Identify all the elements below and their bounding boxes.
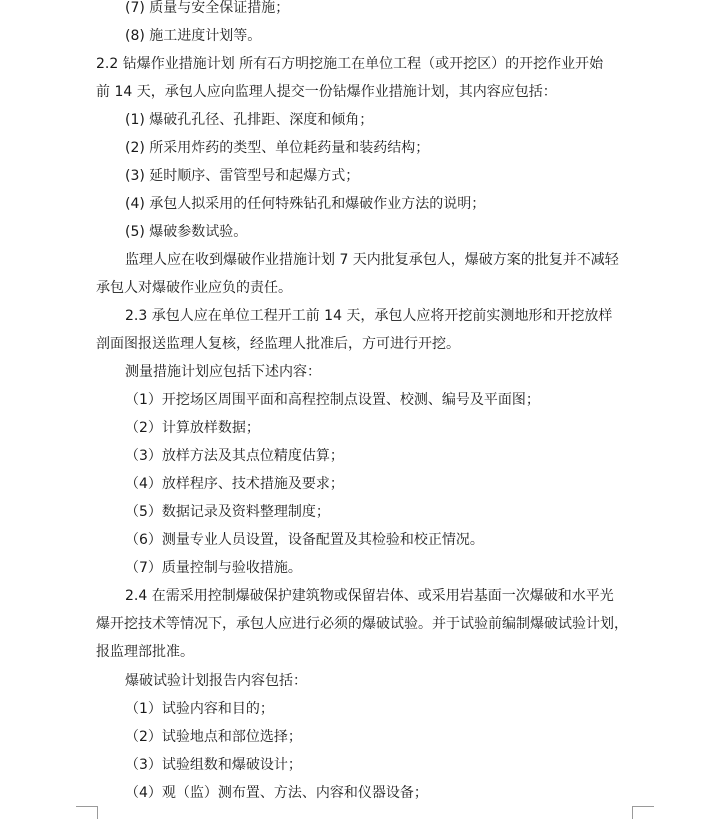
text-line-23: 爆开挖技术等情况下，承包人应进行必须的爆破试验。并于试验前编制爆破试验计划， — [96, 616, 628, 632]
text-line-6: (2) 所采用炸药的类型、单位耗药量和装药结构； — [125, 140, 430, 156]
text-line-22: 2.4 在需采用控制爆破保护建筑物或保留岩体、或采用岩基面一次爆破和水平光 — [125, 588, 614, 604]
text-line-27: （2）试验地点和部位选择； — [125, 729, 302, 745]
text-line-18: （4）放样程序、技术措施及要求； — [125, 476, 344, 492]
text-line-8: (4) 承包人拟采用的任何特殊钻孔和爆破作业方法的说明； — [125, 196, 486, 212]
text-line-10: 监理人应在收到爆破作业措施计划 7 天内批复承包人，爆破方案的批复并不减轻 — [125, 252, 619, 268]
text-line-28: （3）试验组数和爆破设计； — [125, 757, 302, 773]
text-line-20: （6）测量专业人员设置，设备配置及其检验和校正情况。 — [125, 532, 484, 548]
text-line-16: （2）计算放样数据； — [125, 420, 260, 436]
text-line-19: （5）数据记录及资料整理制度； — [125, 504, 330, 520]
text-line-26: （1）试验内容和目的； — [125, 701, 274, 717]
text-line-14: 测量措施计划应包括下述内容： — [125, 364, 321, 380]
text-line-29: （4）观（监）测布置、方法、内容和仪器设备； — [125, 785, 428, 801]
text-line-12: 2.3 承包人应在单位工程开工前 14 天，承包人应将开挖前实测地形和开挖放样 — [125, 308, 613, 324]
text-line-15: （1）开挖场区周围平面和高程控制点设置、校测、编号及平面图； — [125, 392, 540, 408]
text-line-1: (7) 质量与安全保证措施； — [125, 0, 290, 16]
text-line-13: 剖面图报送监理人复核，经监理人批准后，方可进行开挖。 — [96, 336, 460, 352]
text-line-5: (1) 爆破孔孔径、孔排距、深度和倾角； — [125, 112, 374, 128]
text-line-21: （7）质量控制与验收措施。 — [125, 560, 302, 576]
text-line-17: （3）放样方法及其点位精度估算； — [125, 448, 344, 464]
page-corner-mark-right — [632, 806, 654, 819]
text-line-7: (3) 延时顺序、雷管型号和起爆方式； — [125, 168, 360, 184]
text-line-25: 爆破试验计划报告内容包括： — [125, 673, 307, 689]
text-line-9: (5) 爆破参数试验。 — [125, 224, 248, 240]
page-corner-mark-left — [76, 806, 98, 819]
text-line-24: 报监理部批准。 — [96, 644, 194, 660]
text-line-11: 承包人对爆破作业应负的责任。 — [96, 280, 292, 296]
text-line-2: (8) 施工进度计划等。 — [125, 28, 262, 44]
text-line-4: 前 14 天，承包人应向监理人提交一份钻爆作业措施计划，其内容应包括： — [96, 84, 557, 100]
text-line-3: 2.2 钻爆作业措施计划 所有石方明挖施工在单位工程（或开挖区）的开挖作业开始 — [96, 56, 604, 72]
